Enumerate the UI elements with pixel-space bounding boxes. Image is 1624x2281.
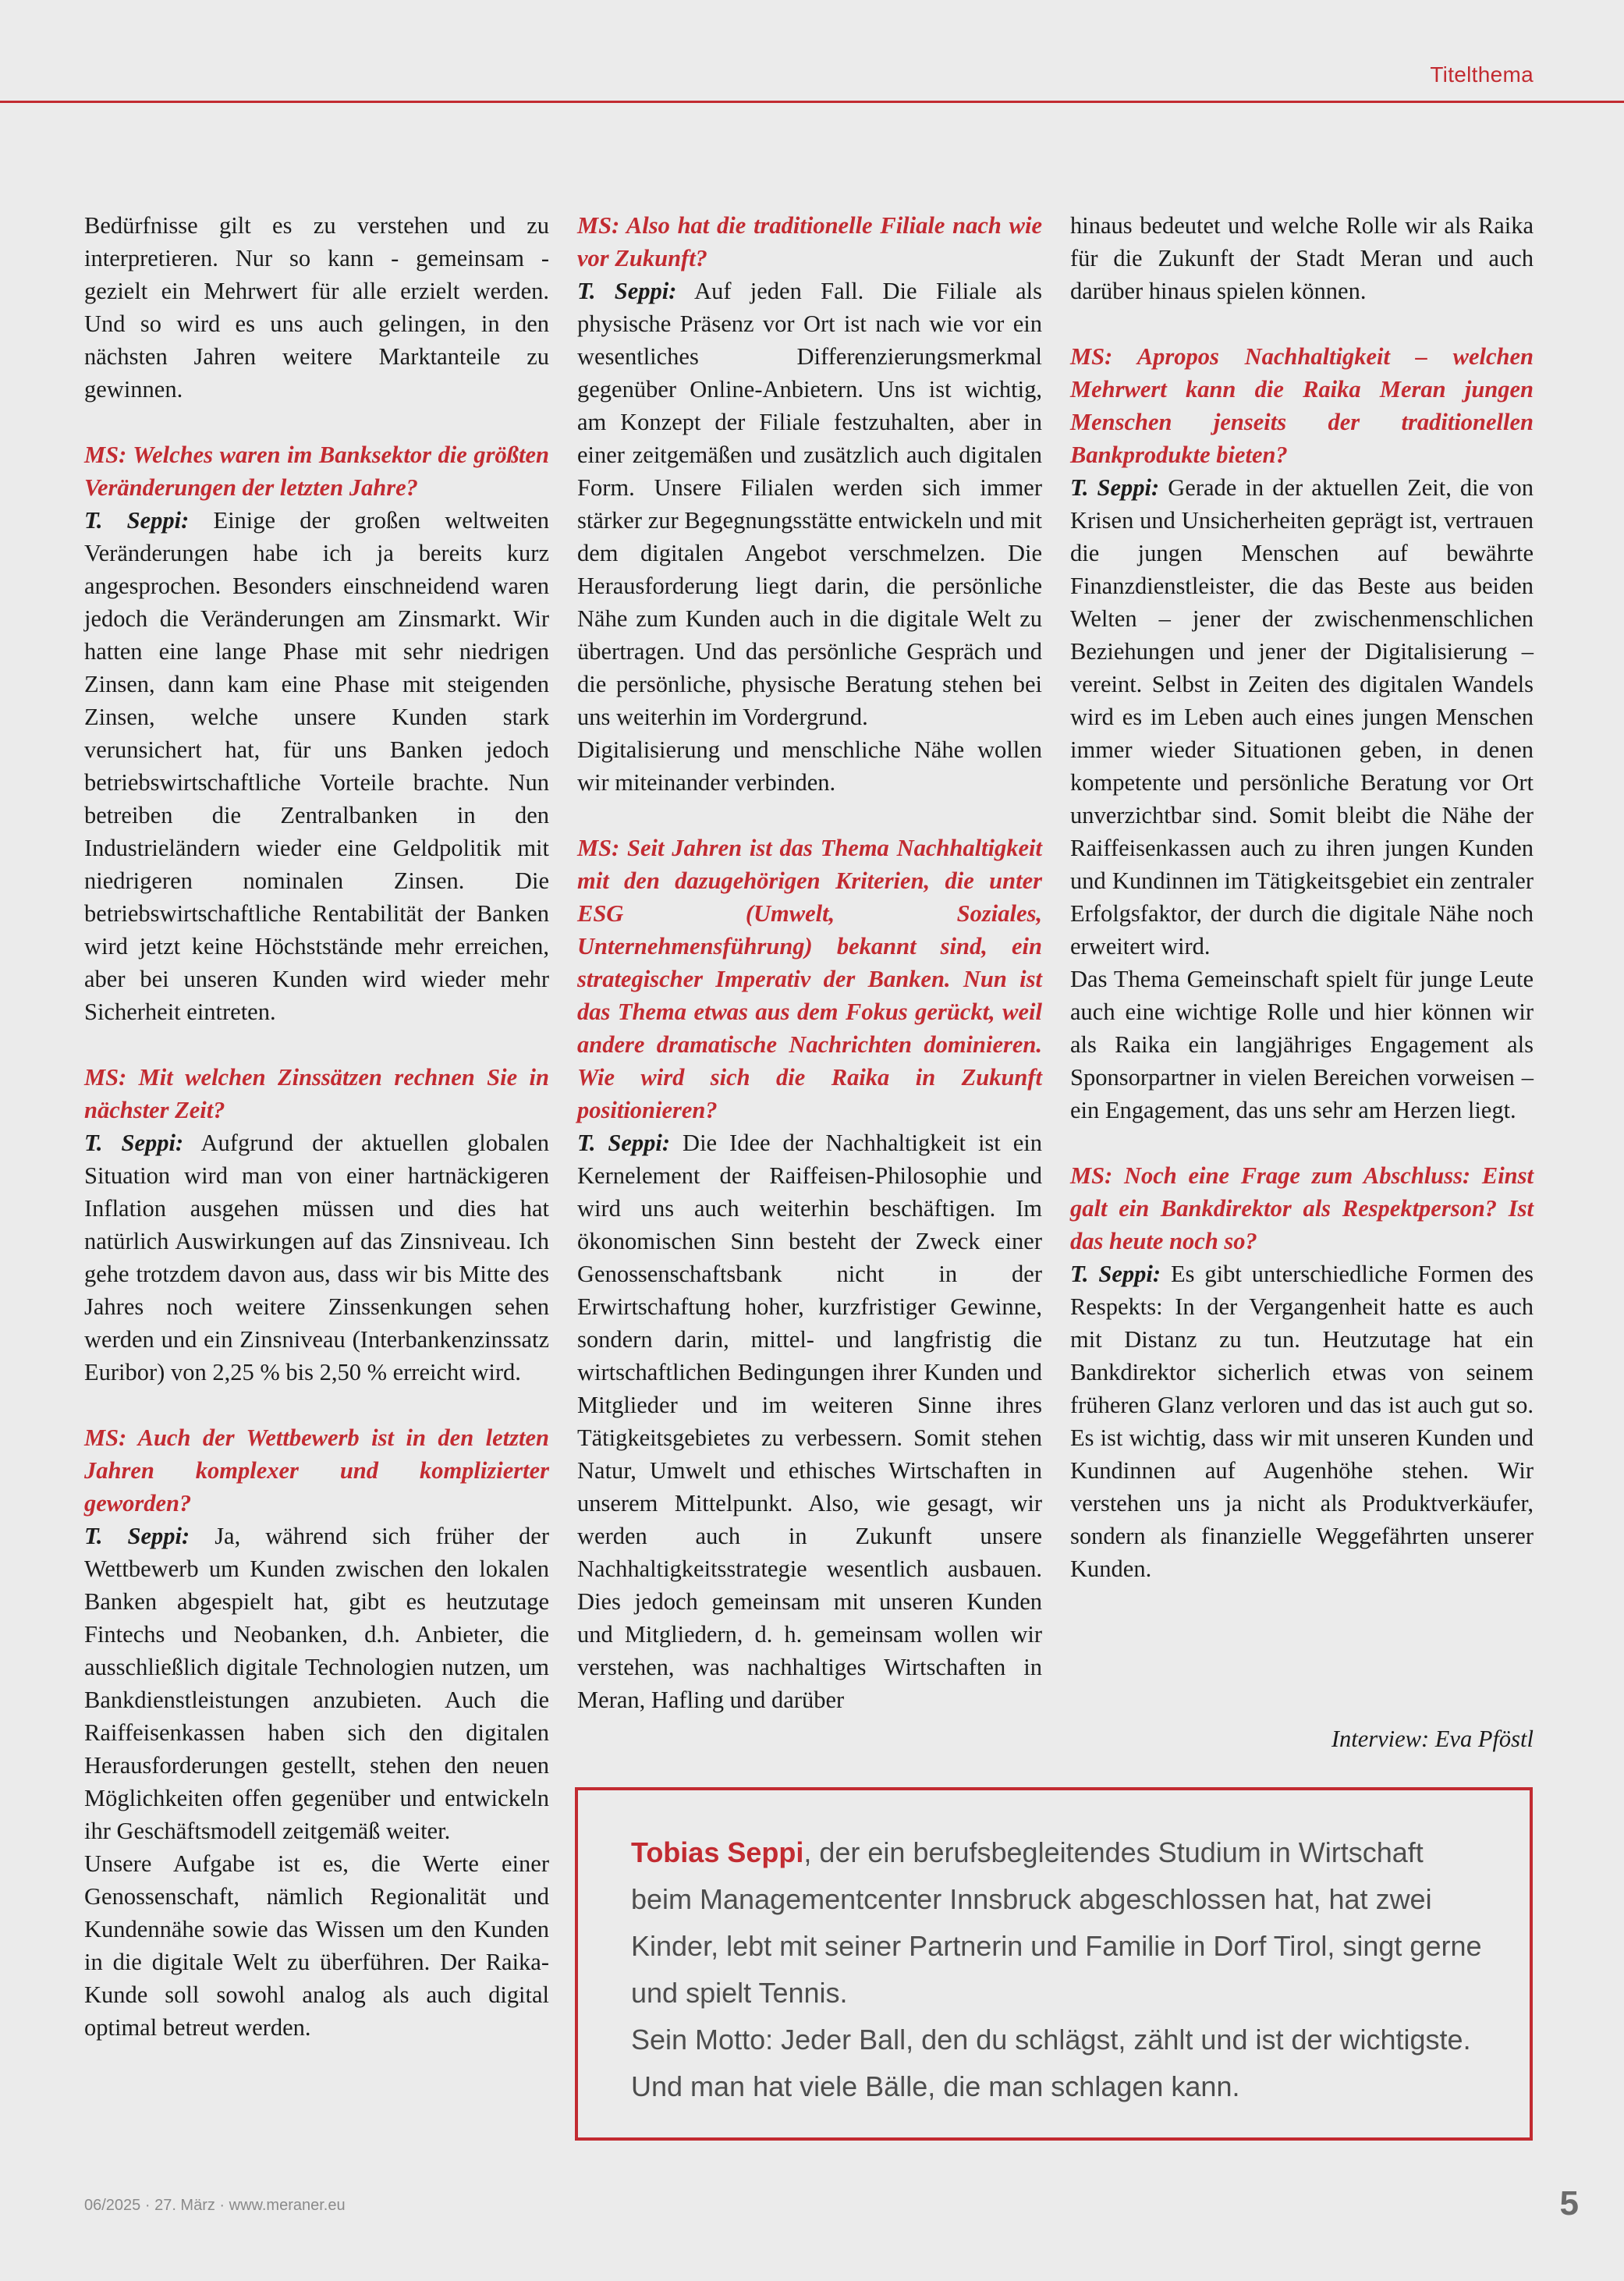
article-column-2 [577,209,1042,1716]
bio-text [631,1829,1483,2017]
interview-answer [84,1126,549,1389]
bio-box [575,1787,1533,2141]
bio-motto: Sein Motto: Jeder Ball, den du schlägst, zählt und ist der wichtigste. Und man hat viele Bälle, die man schlagen kann. [631,2024,1471,2102]
interview-answer [84,504,549,1028]
interview-question: MS: Mit welchen Zinssätzen rechnen Sie in nächster Zeit? [84,1064,549,1123]
interview-answer: hinaus bedeutet und welche Rolle wir als Raika für die Zukunft der Stadt Meran und auch darüber hinaus spielen können. [1070,212,1534,304]
answer-paragraph: Unsere Aufgabe ist es, die Werte einer Genossenschaft, nämlich Regionalität und Kundennähe sowie das Wissen um den Kunden in die digitale Welt zu überführen. Der Raika-Kunde soll sowohl analog als auch digital optimal betreut werden. [84,1850,549,2041]
speaker-label: T. Seppi: [577,1130,671,1156]
interview-answer [577,1126,1042,1716]
header-rule [0,101,1624,103]
interview-question: MS: Welches waren im Banksektor die größten Veränderungen der letzten Jahre? [84,442,549,501]
interview-answer [84,1520,549,1847]
speaker-label: T. Seppi: [1070,474,1160,501]
bio-description: , der ein berufsbegleitendes Studium in Wirtschaft beim Managementcenter Innsbruck abgeschlossen hat, hat zwei Kinder, lebt mit seiner Partnerin und Familie in Dorf Tirol, singt gerne und spielt Tennis. [631,1836,1482,2009]
article-column-1 [84,209,549,2044]
speaker-label: T. Seppi: [84,1523,190,1549]
answer-paragraph: Das Thema Gemeinschaft spielt für junge Leute auch eine wichtige Rolle und hier können wir als Raika ein langjähriges Engagement als Sponsorpartner in vielen Bereichen vorweisen – ein Engagement, das uns sehr am Herzen liegt. [1070,966,1534,1123]
interview-answer [1070,1258,1534,1585]
interview-question: MS: Apropos Nachhaltigkeit – welchen Mehrwert kann die Raika Meran jungen Menschen jenseits der traditionellen Bankprodukte bieten? [1070,343,1534,468]
answer-text: Aufgrund der aktuellen globalen Situation wird man von einer hartnäckigeren Inflation ausgehen müssen und dies hat natürlich Auswirkungen auf das Zinsniveau. Ich gehe trotzdem davon aus, dass wir bis Mitte des Jahres noch weitere Zinssenkungen sehen werden und ein Zinsniveau (Interbankenzinssatz Euribor) von 2,25 % bis 2,50 % erreicht wird. [84,1130,549,1385]
speaker-label: T. Seppi: [1070,1261,1161,1287]
interview-question: MS: Seit Jahren ist das Thema Nachhaltigkeit mit den dazugehörigen Kriterien, die unter ESG (Umwelt, Soziales, Unternehmensführung) bekannt sind, ein strategischer Imperativ der Banken. Nun ist das Thema etwas aus dem Fokus gerückt, weil andere dramatische Nachrichten dominieren. Wie wird sich die Raika in Zukunft positionieren? [577,835,1042,1123]
answer-text: Auf jeden Fall. Die Filiale als physische Präsenz vor Ort ist nach wie vor ein wesentliches Differenzierungsmerkmal gegenüber Online-Anbietern. Uns ist wichtig, am Konzept der Filiale festzuhalten, aber in einer zeitgemäßen und zusätzlich auch digitalen Form. Unsere Filialen werden sich immer stärker zur Begegnungsstätte entwickeln und mit dem digitalen Angebot verschmelzen. Die Herausforderung liegt darin, die persönliche Nähe zum Kunden auch in die digitale Welt zu übertragen. Und das persönliche Gespräch und die persönliche, physische Beratung stehen bei uns weiterhin im Vordergrund. [577,278,1043,730]
answer-text: Gerade in der aktuellen Zeit, die von Krisen und Unsicherheiten geprägt ist, vertrauen die jungen Menschen auf bewährte Finanzdienstleister, die das Beste aus beiden Welten – jener der zwischenmenschlichen Beziehungen und jener der Digitalisierung – vereint. Selbst in Zeiten des digitalen Wandels wird es im Leben auch eines jungen Menschen immer wieder Situationen geben, in denen kompetente und persönliche Beratung vor Ort unverzichtbar sind. Somit bleibt die Nähe der Raiffeisenkassen auch zu ihren jungen Kunden und Kundinnen im Tätigkeitsgebiet ein zentraler Erfolgsfaktor, der durch die digitale Nähe noch erweitert wird. [1070,474,1534,960]
section-label: Titelthema [1430,62,1534,87]
interview-answer [1070,471,1534,963]
answer-text: Die Idee der Nachhaltigkeit ist ein Kernelement der Raiffeisen-Philosophie und wird uns auch weiterhin beschäftigen. Im ökonomischen Sinn besteht der Zweck einer Genossenschaftsbank nicht in der Erwirtschaftung hoher, kurzfristiger Gewinne, sondern darin, mittel- und langfristig die wirtschaftlichen Bedingungen ihrer Kunden und Mitglieder und im weiteren Sinne ihres Tätigkeitsgebietes zu verbessern. Somit stehen Natur, Umwelt und ethisches Wirtschaften in unserem Mittelpunkt. Also, wie gesagt, wir werden auch in Zukunft unsere Nachhaltigkeitsstrategie wesentlich ausbauen. Dies jedoch gemeinsam mit unseren Kunden und Mitgliedern, d. h. gemeinsam wollen wir verstehen, was nachhaltiges Wirtschaften in Meran, Hafling und darüber [577,1130,1042,1713]
interview-question: MS: Also hat die traditionelle Filiale nach wie vor Zukunft? [577,212,1042,271]
speaker-label: T. Seppi: [84,1130,184,1156]
interview-question: MS: Noch eine Frage zum Abschluss: Einst galt ein Bankdirektor als Respektperson? Ist das heute noch so? [1070,1162,1534,1254]
speaker-label: T. Seppi: [577,278,677,304]
interview-credit: Interview: Eva Pföstl [1331,1726,1534,1752]
speaker-label: T. Seppi: [84,507,190,534]
interview-answer: Bedürfnisse gilt es zu verstehen und zu interpretieren. Nur so kann - gemeinsam - gezielt ein Mehrwert für alle erzielt werden. Und so wird es uns auch gelingen, in den nächsten Jahren weitere Marktanteile zu gewinnen. [84,212,549,403]
bio-name: Tobias Seppi [631,1836,804,1868]
article-column-3 [1070,209,1534,1585]
answer-text: Einige der großen weltweiten Veränderungen habe ich ja bereits kurz angesprochen. Besonders einschneidend waren jedoch die Veränderungen am Zinsmarkt. Wir hatten eine lange Phase mit sehr niedrigen Zinsen, dann kam eine Phase mit steigenden Zinsen, welche unsere Kunden stark verunsichert hat, für uns Banken jedoch betriebswirtschaftliche Vorteile brachte. Nun betreiben die Zentralbanken in den Industrieländern wieder eine Geldpolitik mit niedrigeren nominalen Zinsen. Die betriebswirtschaftliche Rentabilität der Banken wird jetzt keine Höchststände mehr erreichen, aber bei unseren Kunden wird wieder mehr Sicherheit eintreten. [84,507,549,1025]
page-number: 5 [1559,2184,1579,2222]
answer-text: Es gibt unterschiedliche Formen des Respekts: In der Vergangenheit hatte es auch mit Distanz zu tun. Heutzutage hat ein Bankdirektor sicherlich etwas von seinem früheren Glanz verloren und das ist auch gut so. Es ist wichtig, dass wir mit unseren Kunden und Kundinnen auf Augenhöhe stehen. Wir verstehen uns ja nicht als Produktverkäufer, sondern als finanzielle Weggefährten unserer Kunden. [1070,1261,1534,1582]
answer-text: Ja, während sich früher der Wettbewerb um Kunden zwischen den lokalen Banken abgespielt hat, gibt es heutzutage Fintechs und Neobanken, d.h. Anbieter, die ausschließlich digitale Technologien nutzen, um Bankdienstleistungen anzubieten. Auch die Raiffeisenkassen haben sich den digitalen Herausforderungen gestellt, stehen den neuen Möglichkeiten offen gegenüber und entwickeln ihr Geschäftsmodell zeitgemäß weiter. [84,1523,549,1844]
footer-meta: 06/2025 · 27. März · www.meraner.eu [84,2197,346,2214]
answer-paragraph: Digitalisierung und menschliche Nähe wollen wir miteinander verbinden. [577,736,1042,796]
interview-answer [577,275,1042,733]
interview-question: MS: Auch der Wettbewerb ist in den letzten Jahren komplexer und komplizierter geworden? [84,1424,549,1517]
